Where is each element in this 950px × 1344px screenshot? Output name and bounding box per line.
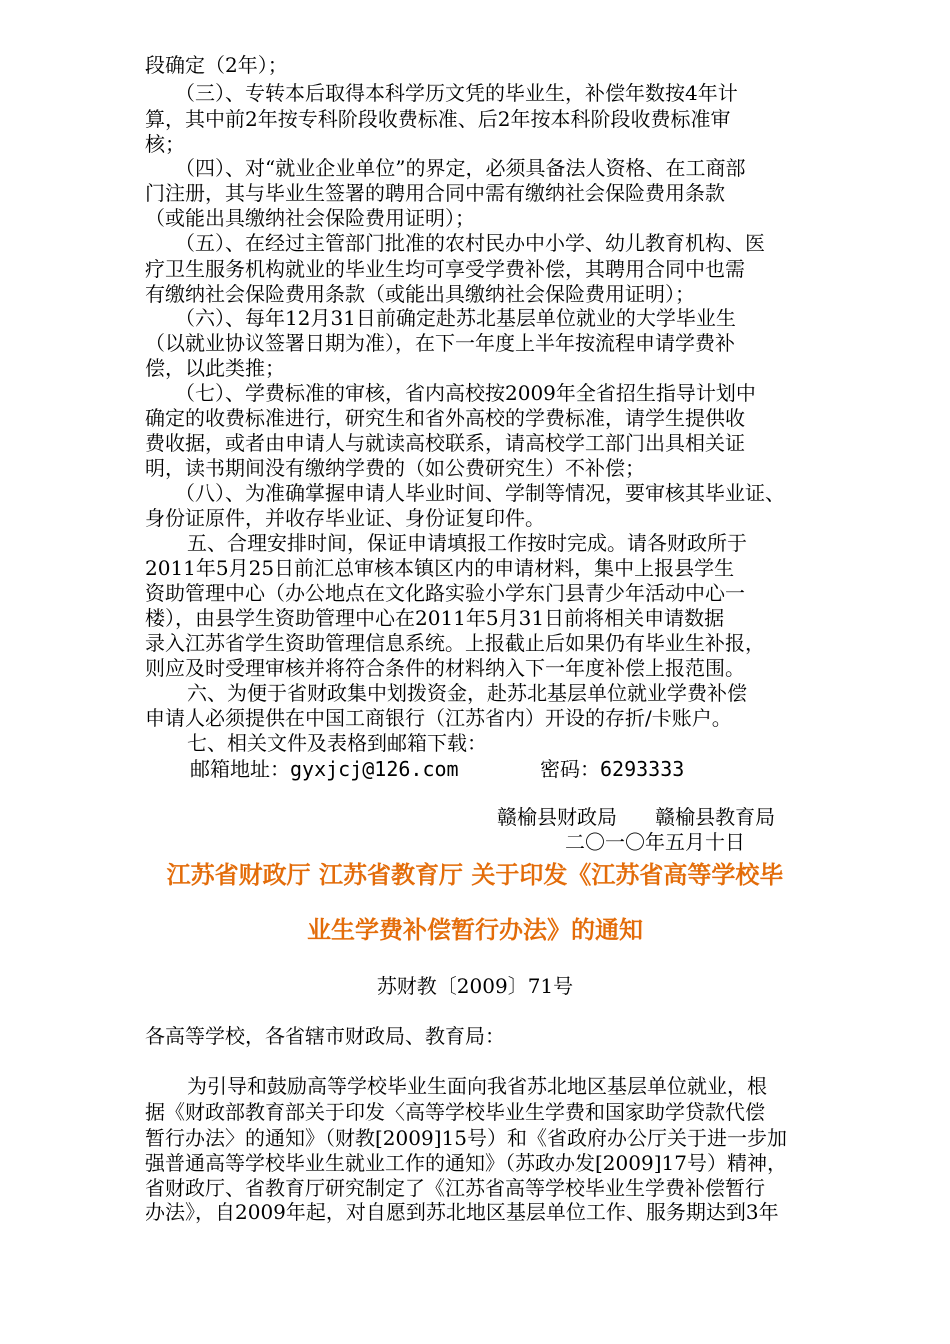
text-line: 费收据，或者由申请人与就读高校联系，请高校学工部门出具相关证	[145, 431, 745, 455]
text-line: 身份证原件，并收存毕业证、身份证复印件。	[145, 506, 545, 530]
mailbox-password: 密码：6293333	[540, 757, 685, 781]
text-line: （五）、在经过主管部门批准的农村民办中小学、幼儿教育机构、医	[175, 231, 765, 255]
text-line: 资助管理中心（办公地点在文化路实验小学东门县青少年活动中心一	[145, 581, 745, 605]
text-line: 确定的收费标准进行，研究生和省外高校的学费标准，请学生提供收	[145, 406, 745, 430]
notice-title-line-1: 江苏省财政厅 江苏省教育厅 关于印发《江苏省高等学校毕	[166, 861, 784, 889]
text-line: 则应及时受理审核并将符合条件的材料纳入下一年度补偿上报范围。	[145, 656, 745, 680]
body-line: 强普通高等学校毕业生就业工作的通知》（苏政办发[2009]17号）精神，	[145, 1151, 787, 1175]
text-line: 门注册，其与毕业生签署的聘用合同中需有缴纳社会保险费用条款	[145, 181, 725, 205]
text-line: 录入江苏省学生资助管理信息系统。上报截止后如果仍有毕业生补报，	[145, 631, 765, 655]
text-line: 2011年5月25日前汇总审核本镇区内的申请材料，集中上报县学生	[145, 556, 735, 580]
text-line: 算，其中前2年按专科阶段收费标准、后2年按本科阶段收费标准审	[145, 107, 731, 131]
text-line: 偿，以此类推；	[145, 356, 285, 380]
signature-orgs: 赣榆县财政局 赣榆县教育局	[497, 805, 776, 829]
text-line: 六、为便于省财政集中划拨资金，赴苏北基层单位就业学费补偿	[187, 681, 747, 705]
body-line: 省财政厅、省教育厅研究制定了《江苏省高等学校毕业生学费补偿暂行	[145, 1176, 765, 1200]
mailbox-address: 邮箱地址：gyxjcj@126.com	[190, 757, 459, 781]
signature-date: 二〇一〇年五月十日	[565, 830, 745, 854]
text-line: （以就业协议签署日期为准），在下一年度上半年按流程申请学费补	[145, 331, 735, 355]
body-line: 为引导和鼓励高等学校毕业生面向我省苏北地区基层单位就业，根	[187, 1074, 767, 1098]
text-line: （三）、专转本后取得本科学历文凭的毕业生，补偿年数按4年计	[175, 81, 738, 105]
notice-title-line-2: 业生学费补偿暂行办法》的通知	[307, 916, 643, 944]
text-line: 段确定（2年）；	[145, 53, 288, 77]
body-line: 办法》，自2009年起，对自愿到苏北地区基层单位工作、服务期达到3年	[145, 1200, 779, 1224]
text-line: 有缴纳社会保险费用条款（或能出具缴纳社会保险费用证明）；	[145, 282, 695, 306]
text-line: 楼），由县学生资助管理中心在2011年5月31日前将相关申请数据	[145, 606, 725, 630]
text-line: （七）、学费标准的审核，省内高校按2009年全省招生指导计划中	[175, 381, 756, 405]
text-line: （六）、每年12月31日前确定赴苏北基层单位就业的大学毕业生	[175, 306, 736, 330]
text-line: 五、合理安排时间，保证申请填报工作按时完成。请各财政所于	[187, 531, 747, 555]
text-line: （八）、为准确掌握申请人毕业时间、学制等情况，要审核其毕业证、	[175, 481, 785, 505]
text-line: 核；	[145, 132, 185, 156]
text-line: 七、相关文件及表格到邮箱下载：	[187, 731, 487, 755]
text-line: （四）、对“就业企业单位”的界定，必须具备法人资格、在工商部	[175, 156, 746, 180]
text-line: 明，读书期间没有缴纳学费的（如公费研究生）不补偿；	[145, 456, 645, 480]
text-line: 申请人必须提供在中国工商银行（江苏省内）开设的存折/卡账户。	[145, 706, 732, 730]
body-line: 暂行办法〉的通知》（财教[2009]15号）和《省政府办公厅关于进一步加	[145, 1126, 787, 1150]
text-line: （或能出具缴纳社会保险费用证明）；	[145, 206, 475, 230]
document-number: 苏财教〔2009〕71号	[376, 974, 574, 998]
text-line: 疗卫生服务机构就业的毕业生均可享受学费补偿，其聘用合同中也需	[145, 257, 745, 281]
addressee: 各高等学校，各省辖市财政局、教育局：	[145, 1024, 505, 1048]
body-line: 据《财政部教育部关于印发〈高等学校毕业生学费和国家助学贷款代偿	[145, 1100, 765, 1124]
